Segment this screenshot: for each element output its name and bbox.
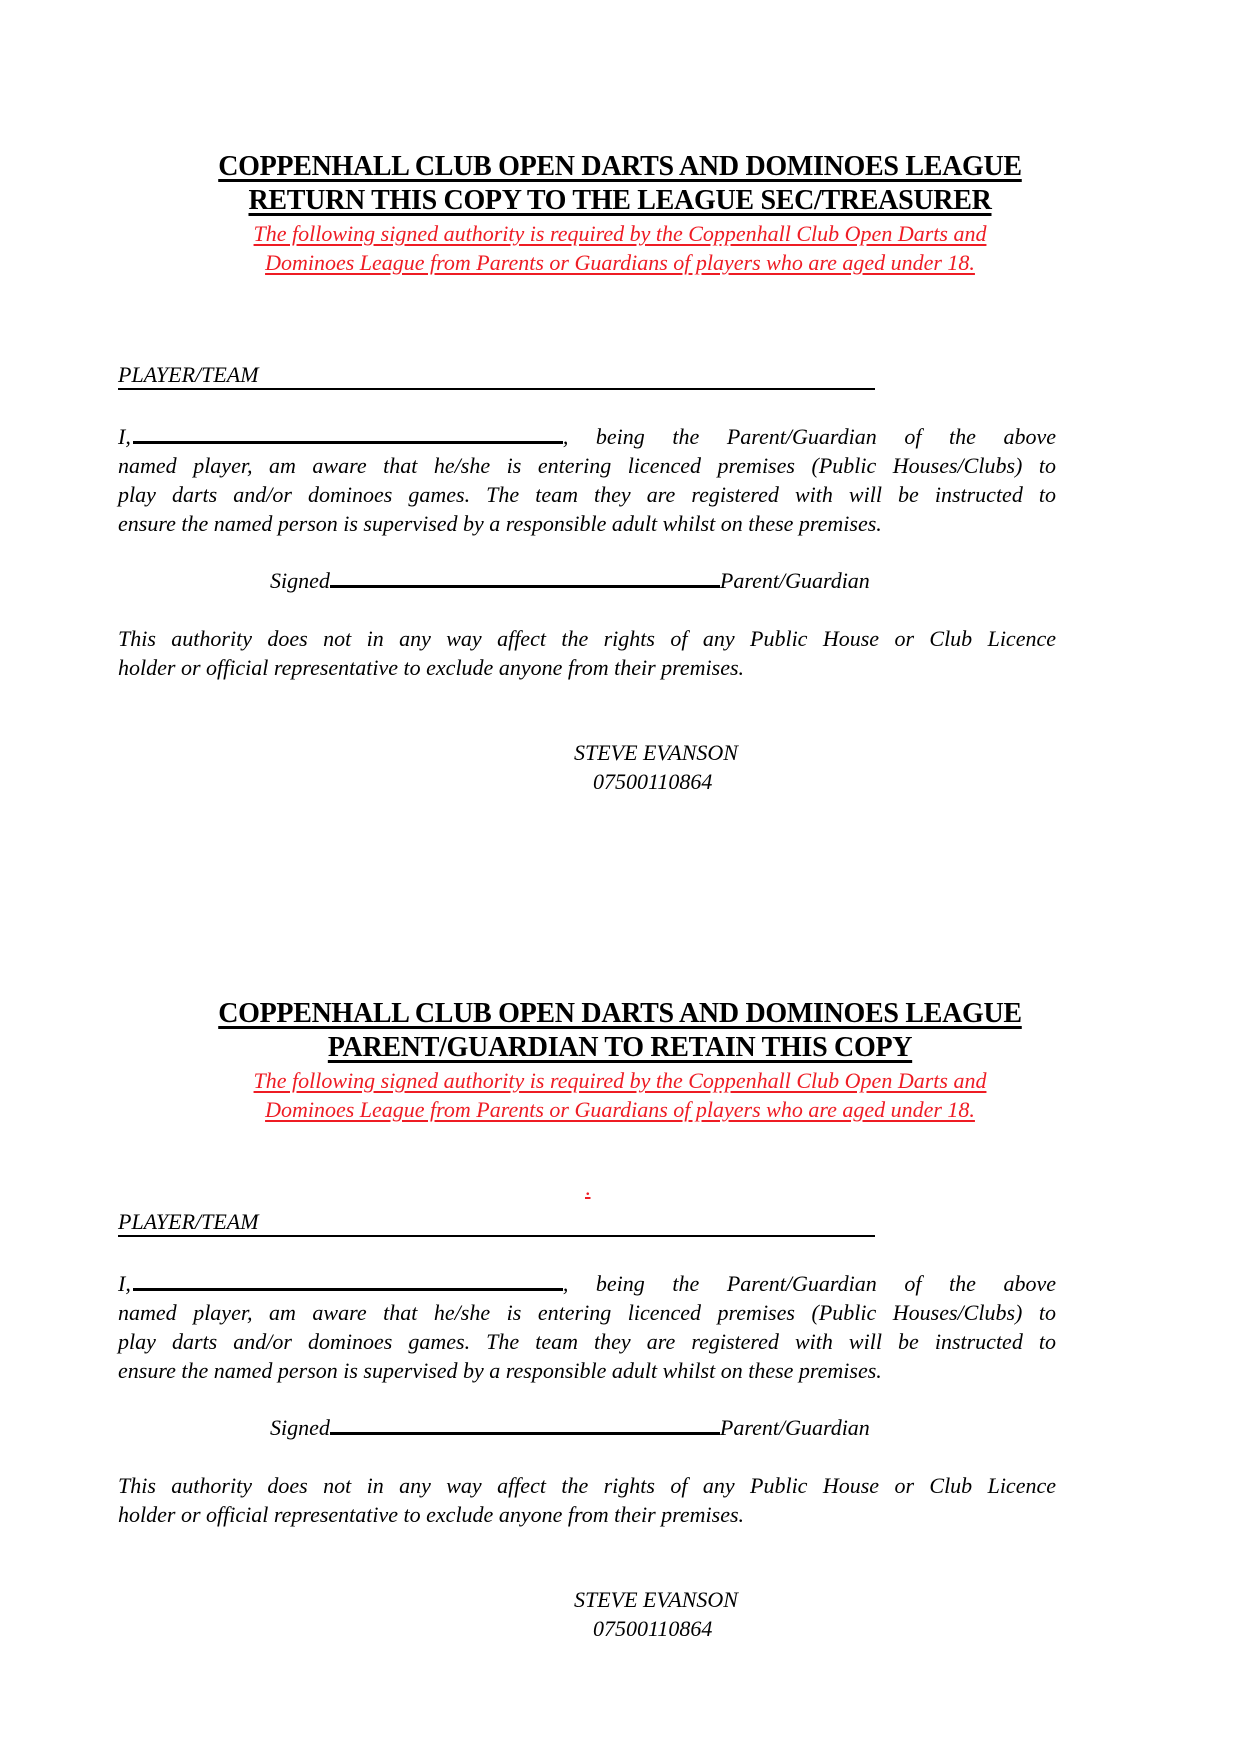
signed-label: Signed: [270, 1415, 330, 1440]
notice-line-2: Dominoes League from Parents or Guardians of players who are aged under 18.: [265, 250, 975, 275]
guardian-copy: [0, 847, 1240, 1641]
guardian-name-field[interactable]: [133, 423, 563, 444]
signature-field[interactable]: [330, 567, 720, 588]
copy-instruction: PARENT/GUARDIAN TO RETAIN THIS COPY: [327, 1032, 913, 1063]
contact-phone: 07500110864: [593, 769, 713, 794]
consent-line-1: [118, 1269, 1056, 1298]
disclaimer-line-2: holder or official representative to exclude anyone from their premises.: [118, 655, 745, 680]
consent-line-2: named player, am aware that he/she is entering licenced premises (Public Houses/Clubs) to: [118, 1300, 1056, 1325]
notice-line-1: The following signed authority is required by the Coppenhall Club Open Darts and: [253, 1068, 987, 1093]
disclaimer-paragraph: [118, 1471, 1056, 1529]
player-team-label: PLAYER/TEAM: [118, 362, 259, 387]
consent-line-3: play darts and/or dominoes games. The team they are registered with will be instructed to: [118, 1329, 1056, 1354]
player-team-field[interactable]: [118, 1209, 875, 1237]
league-sec-copy: [0, 0, 1240, 794]
consent-prefix: I,: [118, 424, 131, 449]
contact-phone: 07500110864: [593, 1616, 713, 1641]
player-team-label: PLAYER/TEAM: [118, 1209, 259, 1234]
league-title: COPPENHALL CLUB OPEN DARTS AND DOMINOES LEAGUE: [218, 151, 1022, 182]
consent-line-1-text: , being the Parent/Guardian of the above: [562, 424, 1056, 449]
consent-line-4: ensure the named person is supervised by a responsible adult whilst on these premises.: [118, 511, 882, 536]
consent-line-2: named player, am aware that he/she is entering licenced premises (Public Houses/Clubs) to: [118, 453, 1056, 478]
disclaimer-line-1: This authority does not in any way affect the rights of any Public House or Club Licence: [118, 1473, 1056, 1498]
disclaimer-line-2: holder or official representative to exclude anyone from their premises.: [118, 1502, 745, 1527]
league-title: COPPENHALL CLUB OPEN DARTS AND DOMINOES LEAGUE: [218, 998, 1022, 1029]
copy-instruction: RETURN THIS COPY TO THE LEAGUE SEC/TREASURER: [248, 185, 992, 216]
signed-label: Signed: [270, 568, 330, 593]
consent-line-1-text: , being the Parent/Guardian of the above: [562, 1271, 1056, 1296]
signature-row: [270, 566, 870, 595]
disclaimer-line-1: This authority does not in any way affect the rights of any Public House or Club Licence: [118, 626, 1056, 651]
consent-prefix: I,: [118, 1271, 131, 1296]
contact-name: STEVE EVANSON: [574, 1587, 738, 1612]
signature-row: [270, 1413, 870, 1442]
consent-paragraph: [118, 422, 1056, 538]
notice-line-2: Dominoes League from Parents or Guardians of players who are aged under 18.: [265, 1097, 975, 1122]
consent-line-4: ensure the named person is supervised by a responsible adult whilst on these premises.: [118, 1358, 882, 1383]
consent-paragraph: [118, 1269, 1056, 1385]
signed-role: Parent/Guardian: [719, 1415, 870, 1440]
consent-line-1: [118, 422, 1056, 451]
disclaimer-paragraph: [118, 624, 1056, 682]
contact-name: STEVE EVANSON: [574, 740, 738, 765]
player-team-field[interactable]: [118, 362, 875, 390]
signature-field[interactable]: [330, 1414, 720, 1435]
guardian-name-field[interactable]: [133, 1270, 563, 1291]
consent-line-3: play darts and/or dominoes games. The team they are registered with will be instructed to: [118, 482, 1056, 507]
signed-role: Parent/Guardian: [719, 568, 870, 593]
notice-line-1: The following signed authority is required by the Coppenhall Club Open Darts and: [253, 221, 987, 246]
stray-red-mark: .: [585, 1175, 591, 1200]
